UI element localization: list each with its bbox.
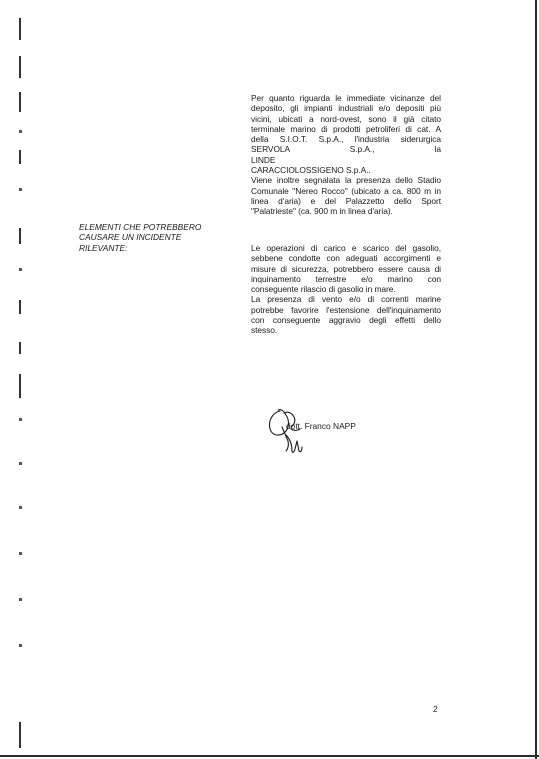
text-line: stesso. [251,325,278,336]
text-line: Comunale "Nereo Rocco" (ubicato a ca. 800 m in [251,185,441,196]
scan-mark [19,418,22,421]
page-number: 2 [433,704,438,714]
scan-mark [19,722,21,748]
page-edge-bottom [0,755,539,757]
scan-mark [19,342,21,354]
scan-mark [19,228,21,244]
text-line: La presenza di vento e/o di correnti marine [251,294,441,305]
scan-mark [19,598,22,601]
text-line: linea d'aria) e del Palazzetto dello Sport [251,195,441,206]
handwritten-signature [264,405,314,457]
text-line: sebbene condotte con adeguati accorgimenti e [251,253,441,264]
text-line: vicini, ubicati a nord-ovest, sono il già citato [251,113,441,124]
intro-paragraph [251,93,441,217]
text-line: terminale marino di prodotti petroliferi di cat. A [251,123,441,134]
text-line: inquinamento terrestre e/o marino con [251,273,441,284]
scan-mark [19,374,21,398]
text-line: potrebbe favorire l'estensione dell'inquinamento [251,304,441,315]
text-line: con conseguente aggravio degli effetti dello [251,315,441,326]
text-line: "Palatrieste" (ca. 900 m in linea d'aria). [251,206,393,217]
scan-mark [19,188,22,191]
label-line: CAUSARE UN INCIDENTE [79,232,182,243]
scan-mark [19,18,21,40]
text-line: conseguente rilascio di gasolio in mare. [251,284,396,295]
text-line: deposito, gli impianti industriali e/o depositi più [251,103,441,114]
signatory-name: dott. Franco NAPP [286,421,356,431]
text-line: CARACCIOLOSSIGENO S.p.A.. [251,165,371,176]
text-line: SERVOLA S.p.A., la LINDE [251,144,441,165]
scan-mark [19,268,22,271]
text-line: misure di sicurezza, potrebbero essere causa di [251,263,441,274]
scan-mark [19,644,22,647]
scan-mark [19,506,22,509]
text-line: Le operazioni di carico e scarico del gasolio, [251,243,441,253]
scan-mark [19,300,21,314]
scan-mark [19,462,22,465]
scan-mark [19,92,21,112]
scan-mark [19,130,22,133]
scan-mark [19,150,21,164]
text-line: Viene inoltre segnalata la presenza dello Stadio [251,175,441,186]
text-line: della S.I.O.T. S.p.A., l'industria siderurgica [251,134,441,145]
page-edge-right [535,0,537,759]
incident-paragraph [251,243,441,336]
label-line: RILEVANTE: [79,242,128,253]
scan-mark [19,56,21,78]
scan-mark [19,552,22,555]
label-line: ELEMENTI CHE POTREBBERO [79,222,202,232]
section-label [79,222,229,253]
text-line: Per quanto riguarda le immediate vicinanze del [251,93,441,103]
